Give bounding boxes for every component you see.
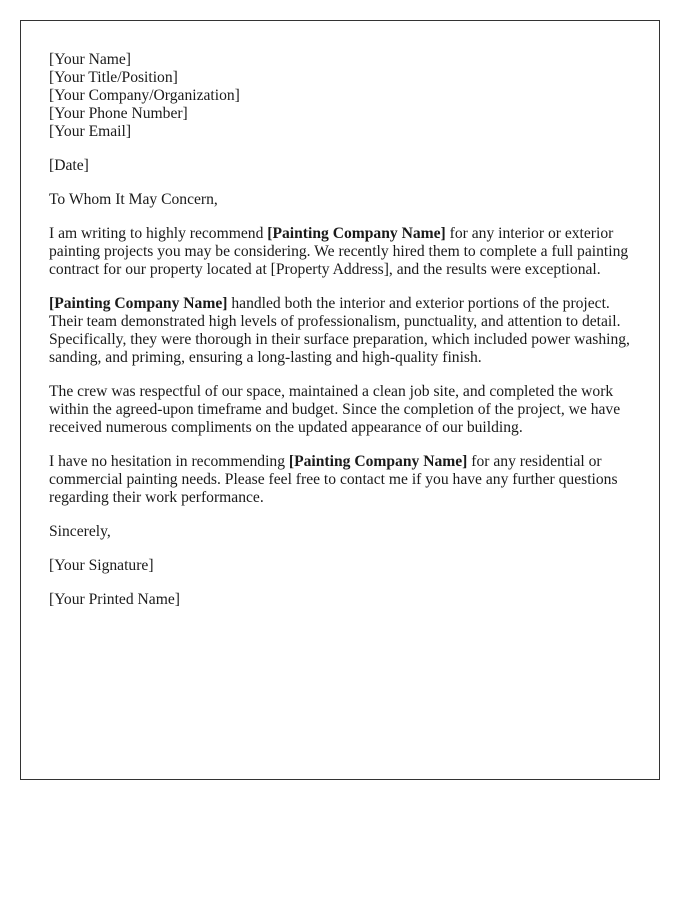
sender-title: [Your Title/Position] — [49, 69, 178, 86]
p4-text-before: I have no hesitation in recommending — [49, 453, 289, 470]
paragraph-crew: The crew was respectful of our space, maintained a clean job site, and completed the work within the agreed-upon timeframe and budget. Since the completion of the project, we have received numerous compliments on the updated appearance of our building. — [49, 383, 621, 436]
p1-text-before: I am writing to highly recommend — [49, 225, 268, 242]
letter-date: [Date] — [49, 157, 89, 174]
letter-page — [20, 20, 660, 780]
sender-phone: [Your Phone Number] — [49, 105, 188, 122]
company-name-placeholder: [Painting Company Name] — [49, 295, 228, 312]
paragraph-closing-recommendation — [49, 453, 631, 507]
sender-block — [49, 51, 631, 141]
sender-company: [Your Company/Organization] — [49, 87, 240, 104]
printed-name: [Your Printed Name] — [49, 591, 180, 608]
p4-text-after: for any residential or commercial painting needs. Please feel free to contact me if you have any further questions regarding their work performance. — [49, 453, 618, 506]
paragraph-project-details — [49, 295, 631, 367]
signature: [Your Signature] — [49, 557, 154, 574]
company-name-placeholder: [Painting Company Name] — [267, 225, 446, 242]
salutation: To Whom It May Concern, — [49, 191, 218, 208]
p1-text-after: for any interior or exterior painting projects you may be considering. We recently hired them to complete a full painting contract for our property located at [Property Address], and the results were exceptional. — [49, 225, 629, 278]
p2-text-after: handled both the interior and exterior portions of the project. Their team demonstrated high levels of professionalism, punctuality, and attention to detail. Specifically, they were thorough in their surface preparation, which included power washing, sanding, and priming, ensuring a long-lasting and high-quality finish. — [49, 295, 630, 366]
paragraph-recommendation — [49, 225, 631, 279]
sender-email: [Your Email] — [49, 123, 132, 140]
closing: Sincerely, — [49, 523, 111, 540]
sender-name: [Your Name] — [49, 51, 132, 68]
company-name-placeholder: [Painting Company Name] — [288, 453, 468, 470]
